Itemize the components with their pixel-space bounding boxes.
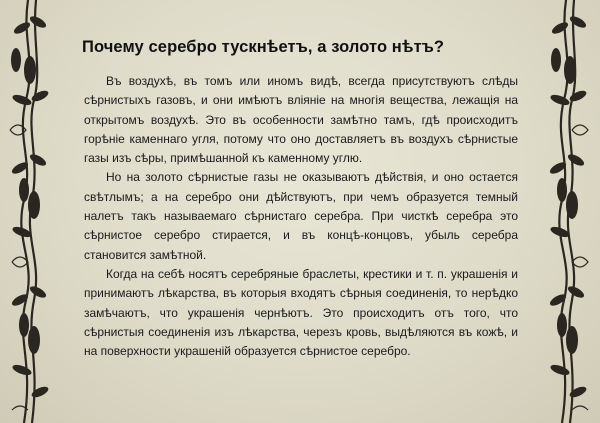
paragraph: Когда на себѣ носятъ серебряные браслеты, крестики и т. п. украшенія и принимаютъ лѣкарства, въ которыя входятъ сѣрныя соединенія, то нерѣдко замѣчаютъ, что украшенія чернѣютъ. Это происходитъ отъ того, что сѣрнистыя соединенія изъ лѣкарства, черезъ кровь, выдѣляются въ кожѣ, и на поверхности украшеній образуется сѣрнистое серебро. (84, 266, 518, 359)
floral-vine-ornament-icon (0, 0, 64, 423)
left-floral-border (0, 0, 64, 423)
document-title: Почему серебро тускнѣетъ, а золото нѣтъ? (82, 38, 445, 56)
floral-vine-ornament-icon (536, 0, 600, 423)
document-body (84, 72, 518, 361)
right-floral-border (536, 0, 600, 423)
paragraph: Но на золото сѣрнистые газы не оказываютъ дѣйствія, и оно остается свѣтлымъ; а на серебро они дѣйствуютъ, при чемъ образуется темный налетъ такъ называемаго сѣрнистаго серебра. При чисткѣ серебра это сѣрнистое серебро стирается, и въ концѣ-концовъ, убыль серебра становится замѣтной. (84, 170, 518, 262)
paragraph: Въ воздухѣ, въ томъ или иномъ видѣ, всегда присутствуютъ слѣды сѣрнистыхъ газовъ, и они имѣютъ вліяніе на многія вещества, лежащія на открытомъ воздухѣ. Это въ особенности замѣтно тамъ, гдѣ происходитъ горѣніе каменнаго угля, потому что оно доставляетъ въ воздухъ сѣрнистые газы изъ сѣры, примѣшанной къ каменному углю. (84, 74, 518, 166)
